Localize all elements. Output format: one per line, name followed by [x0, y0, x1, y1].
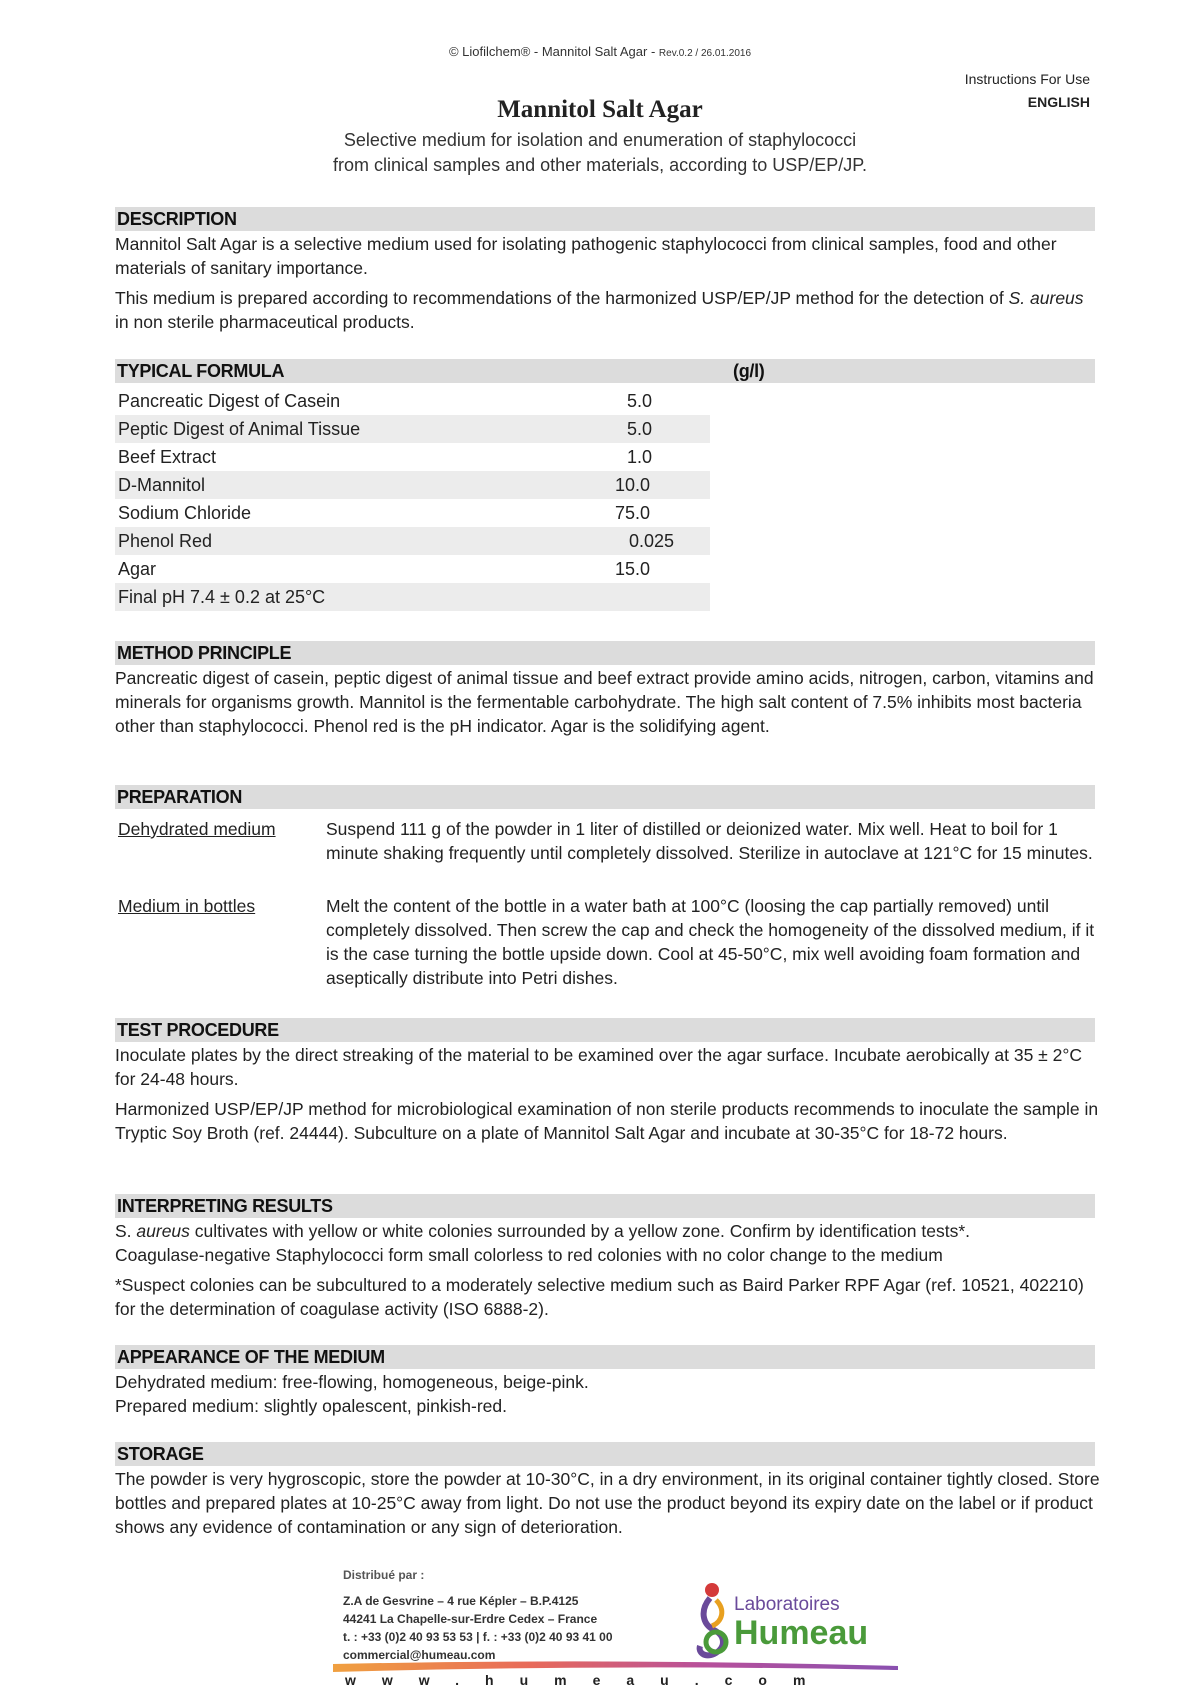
interp-line2: Coagulase-negative Staphylococci form small colorless to red colonies with no color change to the medium [115, 1245, 943, 1265]
distributor-phone: t. : +33 (0)2 40 93 53 53 | f. : +33 (0)2 40 93 41 00 [343, 1630, 613, 1644]
ingredient-value: 5.0 [627, 419, 653, 439]
ingredient-value: 15.0 [615, 559, 651, 579]
subtitle-line-1: Selective medium for isolation and enumeration of staphylococci [343, 130, 857, 150]
revision-text: Rev.0.2 / 26.01.2016 [658, 48, 752, 59]
ingredient-value: 10.0 [615, 475, 651, 495]
test-heading: TEST PROCEDURE [115, 1018, 1095, 1042]
formula-unit: (g/l) [733, 361, 765, 381]
formula-row [115, 499, 710, 527]
subtitle [0, 128, 1200, 178]
formula-heading [115, 359, 1095, 383]
distributor-address-1: Z.A de Gesvrine – 4 rue Képler – B.P.4125 [343, 1594, 579, 1608]
subtitle-line-2: from clinical samples and other materials, according to USP/EP/JP. [333, 155, 867, 175]
ingredient-value: 75.0 [615, 503, 651, 523]
humeau-logo [696, 1580, 916, 1670]
copyright-line [0, 44, 1200, 59]
distributed-by: Distribué par : [343, 1568, 425, 1582]
ingredient-value: 1.0 [627, 447, 653, 467]
prep-label-bottles: Medium in bottles [118, 896, 256, 916]
ingredient-name: D-Mannitol [118, 475, 206, 495]
ingredient-name: Sodium Chloride [118, 503, 252, 523]
formula-row [115, 527, 710, 555]
page-title: Mannitol Salt Agar [497, 96, 703, 123]
website-url[interactable]: www.humeau.com [345, 1672, 832, 1688]
ingredient-name: Peptic Digest of Animal Tissue [118, 419, 361, 439]
preparation-heading: PREPARATION [115, 785, 1095, 809]
logo-figure-icon [696, 1580, 736, 1660]
test-paragraph-2: Harmonized USP/EP/JP method for microbiological examination of non sterile products recommends to inoculate the sample in Tryptic Soy Broth (ref. 24444). Subculture on a plate of Mannitol Salt Agar and incubate at 30-35°C for 18-72 hours. [115, 1099, 1099, 1143]
formula-row [115, 583, 710, 611]
prep-text-dehydrated: Suspend 111 g of the powder in 1 liter of distilled or deionized water. Mix well. Heat to boil for 1 minute shaking frequently until completely dissolved. Sterilize in autoclave at 121°C for 15 minutes. [326, 819, 1093, 863]
ingredient-value: 5.0 [627, 391, 653, 411]
distributor-email: commercial@humeau.com [343, 1648, 496, 1662]
distributor-block [343, 1566, 613, 1664]
ingredient-name: Final pH 7.4 ± 0.2 at 25°C [118, 587, 326, 607]
description-p2-end: in non sterile pharmaceutical products. [115, 312, 415, 332]
formula-row [115, 443, 710, 471]
ingredient-name: Pancreatic Digest of Casein [118, 391, 341, 411]
description-p2-start: This medium is prepared according to recommendations of the harmonized USP/EP/JP method for the detection of [115, 288, 1009, 308]
interp-prefix: S. [115, 1221, 137, 1241]
formula-row [115, 471, 710, 499]
description-paragraph-1: Mannitol Salt Agar is a selective medium used for isolating pathogenic staphylococci from clinical samples, food and other materials of sanitary importance. [115, 234, 1057, 278]
interpreting-paragraph-1 [115, 1219, 1100, 1267]
formula-row [115, 415, 710, 443]
ingredient-name: Beef Extract [118, 447, 217, 467]
storage-heading: STORAGE [115, 1442, 1095, 1466]
description-paragraph-2 [115, 286, 1100, 334]
description-heading: DESCRIPTION [115, 207, 1095, 231]
formula-row [115, 387, 710, 415]
test-paragraph-1: Inoculate plates by the direct streaking of the material to be examined over the agar surface. Incubate aerobically at 35 ± 2°C for 24-48 hours. [115, 1045, 1083, 1089]
appearance-text [115, 1370, 1100, 1418]
ifu-label: Instructions For Use [964, 71, 1090, 87]
storage-paragraph: The powder is very hygroscopic, store the powder at 10-30°C, in a dry environment, in its original container tightly closed. Store bottles and prepared plates at 10-25°C away from light. Do not use the product beyond its expiry date on the label or if product shows any evidence of contamination or any sign of deterioration. [115, 1469, 1100, 1537]
copyright-text: © Liofilchem® - Mannitol Salt Agar - [448, 44, 656, 59]
method-heading: METHOD PRINCIPLE [115, 641, 1095, 665]
logo-laboratoires: Laboratoires [734, 1594, 840, 1615]
description-p2-species: S. aureus [1008, 288, 1084, 308]
interp-species: aureus [136, 1221, 190, 1241]
interpreting-paragraph-2: *Suspect colonies can be subcultured to a moderately selective medium such as Baird Parker RPF Agar (ref. 10521, 402210) for the determination of coagulase activity (ISO 6888-2). [115, 1275, 1084, 1319]
appearance-heading: APPEARANCE OF THE MEDIUM [115, 1345, 1095, 1369]
prep-text-bottles: Melt the content of the bottle in a water bath at 100°C (loosing the cap partially removed) until completely dissolved. Then screw the cap and check the homogeneity of the dissolved medium, if it is the case turning the bottle upside down. Cool at 45-50°C, mix well avoiding foam formation and aseptically distribute into Petri dishes. [326, 896, 1095, 988]
formula-row [115, 555, 710, 583]
prep-label-dehydrated: Dehydrated medium [118, 819, 276, 839]
formula-heading-label: TYPICAL FORMULA [117, 361, 285, 381]
appearance-dehydrated: Dehydrated medium: free-flowing, homogeneous, beige-pink. [115, 1372, 589, 1392]
logo-humeau: Humeau [734, 1614, 869, 1652]
footer-color-stripe [333, 1658, 898, 1672]
method-paragraph: Pancreatic digest of casein, peptic digest of animal tissue and beef extract provide amino acids, nitrogen, carbon, vitamins and minerals for organisms growth. Mannitol is the fermentable carbohydrate. The high salt content of 7.5% inhibits most bacteria other than staphylococci. Phenol red is the pH indicator. Agar is the solidifying agent. [115, 668, 1094, 736]
distributor-address-2: 44241 La Chapelle-sur-Erdre Cedex – France [343, 1612, 598, 1626]
ingredient-name: Agar [118, 559, 157, 579]
interp-line1-rest: cultivates with yellow or white colonies surrounded by a yellow zone. Confirm by identification tests*. [189, 1221, 971, 1241]
ingredient-value: 0.025 [629, 531, 675, 551]
appearance-prepared: Prepared medium: slightly opalescent, pinkish-red. [115, 1396, 507, 1416]
interpreting-heading: INTERPRETING RESULTS [115, 1194, 1095, 1218]
language-label: ENGLISH [1027, 94, 1090, 110]
ingredient-name: Phenol Red [118, 531, 213, 551]
